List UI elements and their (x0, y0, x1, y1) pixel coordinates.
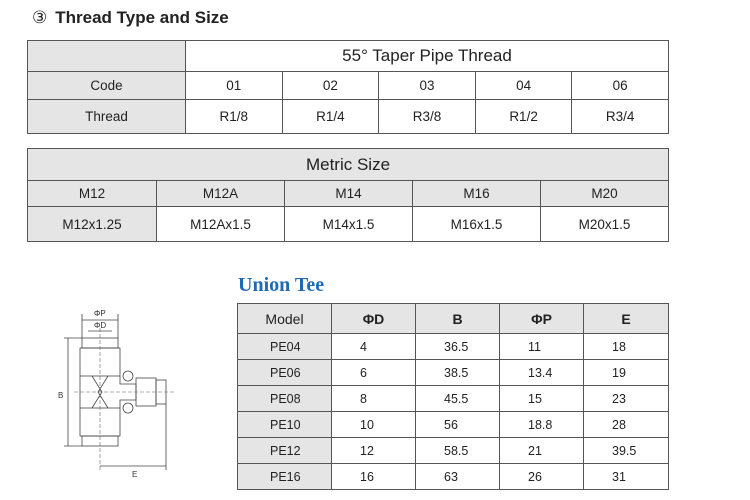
column-header-e: E (584, 304, 669, 334)
label-b: B (58, 391, 64, 400)
section-title: Thread Type and Size (55, 8, 229, 27)
data-cell: 16 (332, 464, 416, 490)
metric-size-cell: M12 (28, 181, 157, 207)
code-cell: 01 (186, 72, 283, 100)
data-cell: 4 (332, 334, 416, 360)
label-e: E (132, 470, 138, 479)
table-row (238, 438, 669, 464)
column-header-model: Model (238, 304, 332, 334)
metric-size-cell: M20 (541, 181, 669, 207)
data-cell: 58.5 (416, 438, 500, 464)
model-cell: PE08 (238, 386, 332, 412)
table-corner-cell (28, 41, 186, 72)
metric-thread-cell: M12x1.25 (28, 207, 157, 242)
taper-thread-title: 55° Taper Pipe Thread (186, 41, 669, 72)
code-cell: 06 (572, 72, 669, 100)
table-row (238, 334, 669, 360)
table-header-row (238, 304, 669, 334)
metric-size-table (27, 148, 669, 242)
metric-size-cell: M14 (285, 181, 413, 207)
mount-hole (123, 371, 133, 381)
data-cell: 45.5 (416, 386, 500, 412)
metric-thread-cell: M14x1.5 (285, 207, 413, 242)
thread-cell: R1/2 (475, 100, 572, 134)
data-cell: 18.8 (500, 412, 584, 438)
column-header-phi-d: ΦD (332, 304, 416, 334)
model-cell: PE12 (238, 438, 332, 464)
metric-size-row (28, 181, 669, 207)
column-header-b: B (416, 304, 500, 334)
union-tee-table (237, 303, 669, 490)
data-cell: 11 (500, 334, 584, 360)
section-number: ③ (32, 8, 48, 27)
metric-thread-cell: M20x1.5 (541, 207, 669, 242)
data-cell: 26 (500, 464, 584, 490)
metric-thread-cell: M12Ax1.5 (157, 207, 285, 242)
label-phi-p: ΦP (94, 309, 106, 318)
thread-cell: R1/4 (282, 100, 379, 134)
data-cell: 36.5 (416, 334, 500, 360)
data-cell: 63 (416, 464, 500, 490)
data-cell: 28 (584, 412, 669, 438)
data-cell: 39.5 (584, 438, 669, 464)
table-row (238, 386, 669, 412)
thread-row (28, 100, 669, 134)
model-cell: PE04 (238, 334, 332, 360)
code-row (28, 72, 669, 100)
column-header-phi-p: ΦP (500, 304, 584, 334)
data-cell: 6 (332, 360, 416, 386)
metric-size-cell: M16 (413, 181, 541, 207)
code-cell: 03 (379, 72, 476, 100)
label-phi-d: ΦD (94, 321, 107, 330)
model-cell: PE16 (238, 464, 332, 490)
data-cell: 23 (584, 386, 669, 412)
data-cell: 31 (584, 464, 669, 490)
table-row (238, 464, 669, 490)
union-tee-diagram (52, 300, 187, 485)
data-cell: 19 (584, 360, 669, 386)
taper-thread-table (27, 40, 669, 134)
thread-label: Thread (28, 100, 186, 134)
model-cell: PE10 (238, 412, 332, 438)
metric-thread-row (28, 207, 669, 242)
data-cell: 13.4 (500, 360, 584, 386)
section-heading (32, 8, 229, 28)
thread-cell: R1/8 (186, 100, 283, 134)
data-cell: 38.5 (416, 360, 500, 386)
data-cell: 8 (332, 386, 416, 412)
model-cell: PE06 (238, 360, 332, 386)
code-label: Code (28, 72, 186, 100)
table-row (238, 360, 669, 386)
code-cell: 04 (475, 72, 572, 100)
metric-size-cell: M12A (157, 181, 285, 207)
thread-cell: R3/8 (379, 100, 476, 134)
mount-hole (123, 403, 133, 413)
metric-thread-cell: M16x1.5 (413, 207, 541, 242)
data-cell: 10 (332, 412, 416, 438)
data-cell: 12 (332, 438, 416, 464)
table-row (238, 412, 669, 438)
data-cell: 56 (416, 412, 500, 438)
product-title: Union Tee (238, 274, 325, 296)
data-cell: 18 (584, 334, 669, 360)
code-cell: 02 (282, 72, 379, 100)
thread-cell: R3/4 (572, 100, 669, 134)
data-cell: 15 (500, 386, 584, 412)
metric-size-title: Metric Size (28, 149, 669, 181)
data-cell: 21 (500, 438, 584, 464)
